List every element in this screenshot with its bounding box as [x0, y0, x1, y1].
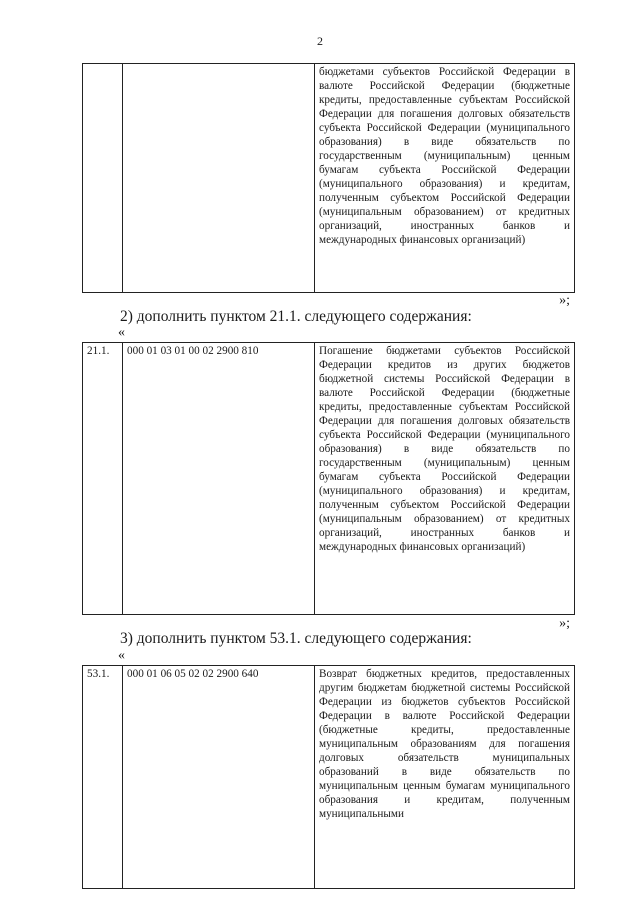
description-cell: бюджетами субъектов Российской Федерации в валюте Российской Федерации (бюджетные кредиты, предоставленные субъектам Российской Федерации для погашения долговых обязательств субъекта Российской Федерации (муниципального образования) в виде обязательств по государственным (муниципальным) ценным бумагам субъекта Российской Федерации (муниципального образования) и кредитам, полученным субъектом Российской Федерации (муниципальным образованием) от кредитных организаций, иностранных банков и международных финансовых организаций) [315, 64, 575, 293]
row-number-cell [83, 64, 123, 293]
row-number-cell: 53.1. [83, 666, 123, 889]
opening-quote: « [118, 325, 125, 340]
table-row [83, 343, 575, 615]
code-cell: 000 01 03 01 00 02 2900 810 [123, 343, 315, 615]
code-cell [123, 64, 315, 293]
table-row [83, 666, 575, 889]
description-cell: Возврат бюджетных кредитов, предоставленных другим бюджетам бюджетной системы Российской Федерации из бюджетов субъектов Российской Федерации в валюте Российской Федерации (бюджетные кредиты, предоставленные муниципальным образованиям для погашения долговых обязательств муниципальных образований в виде обязательств по муниципальным ценным бумагам муниципального образования и кредитам, полученным муниципальными [315, 666, 575, 889]
opening-quote: « [118, 648, 125, 663]
description-cell: Погашение бюджетами субъектов Российской Федерации кредитов из других бюджетов бюджетной системы Российской Федерации в валюте Российской Федерации (бюджетные кредиты, предоставленные субъектам Российской Федерации для погашения долговых обязательств субъекта Российской Федерации (муниципального образования) в виде обязательств по государственным (муниципальным) ценным бумагам субъекта Российской Федерации (муниципального образования) и кредитам, полученным субъектом Российской Федерации (муниципальным образованием) от кредитных организаций, иностранных банков и международных финансовых организаций) [315, 343, 575, 615]
row-number-cell: 21.1. [83, 343, 123, 615]
table-continuation [82, 63, 575, 293]
closing-quote: »; [559, 293, 570, 308]
table-item-21-1 [82, 342, 575, 615]
amendment-item-2: 2) дополнить пунктом 21.1. следующего содержания: [120, 308, 472, 325]
table-row [83, 64, 575, 293]
closing-quote: »; [559, 616, 570, 631]
code-cell: 000 01 06 05 02 02 2900 640 [123, 666, 315, 889]
table-item-53-1 [82, 665, 575, 889]
page-number: 2 [317, 34, 323, 48]
amendment-item-3: 3) дополнить пунктом 53.1. следующего содержания: [120, 630, 472, 647]
